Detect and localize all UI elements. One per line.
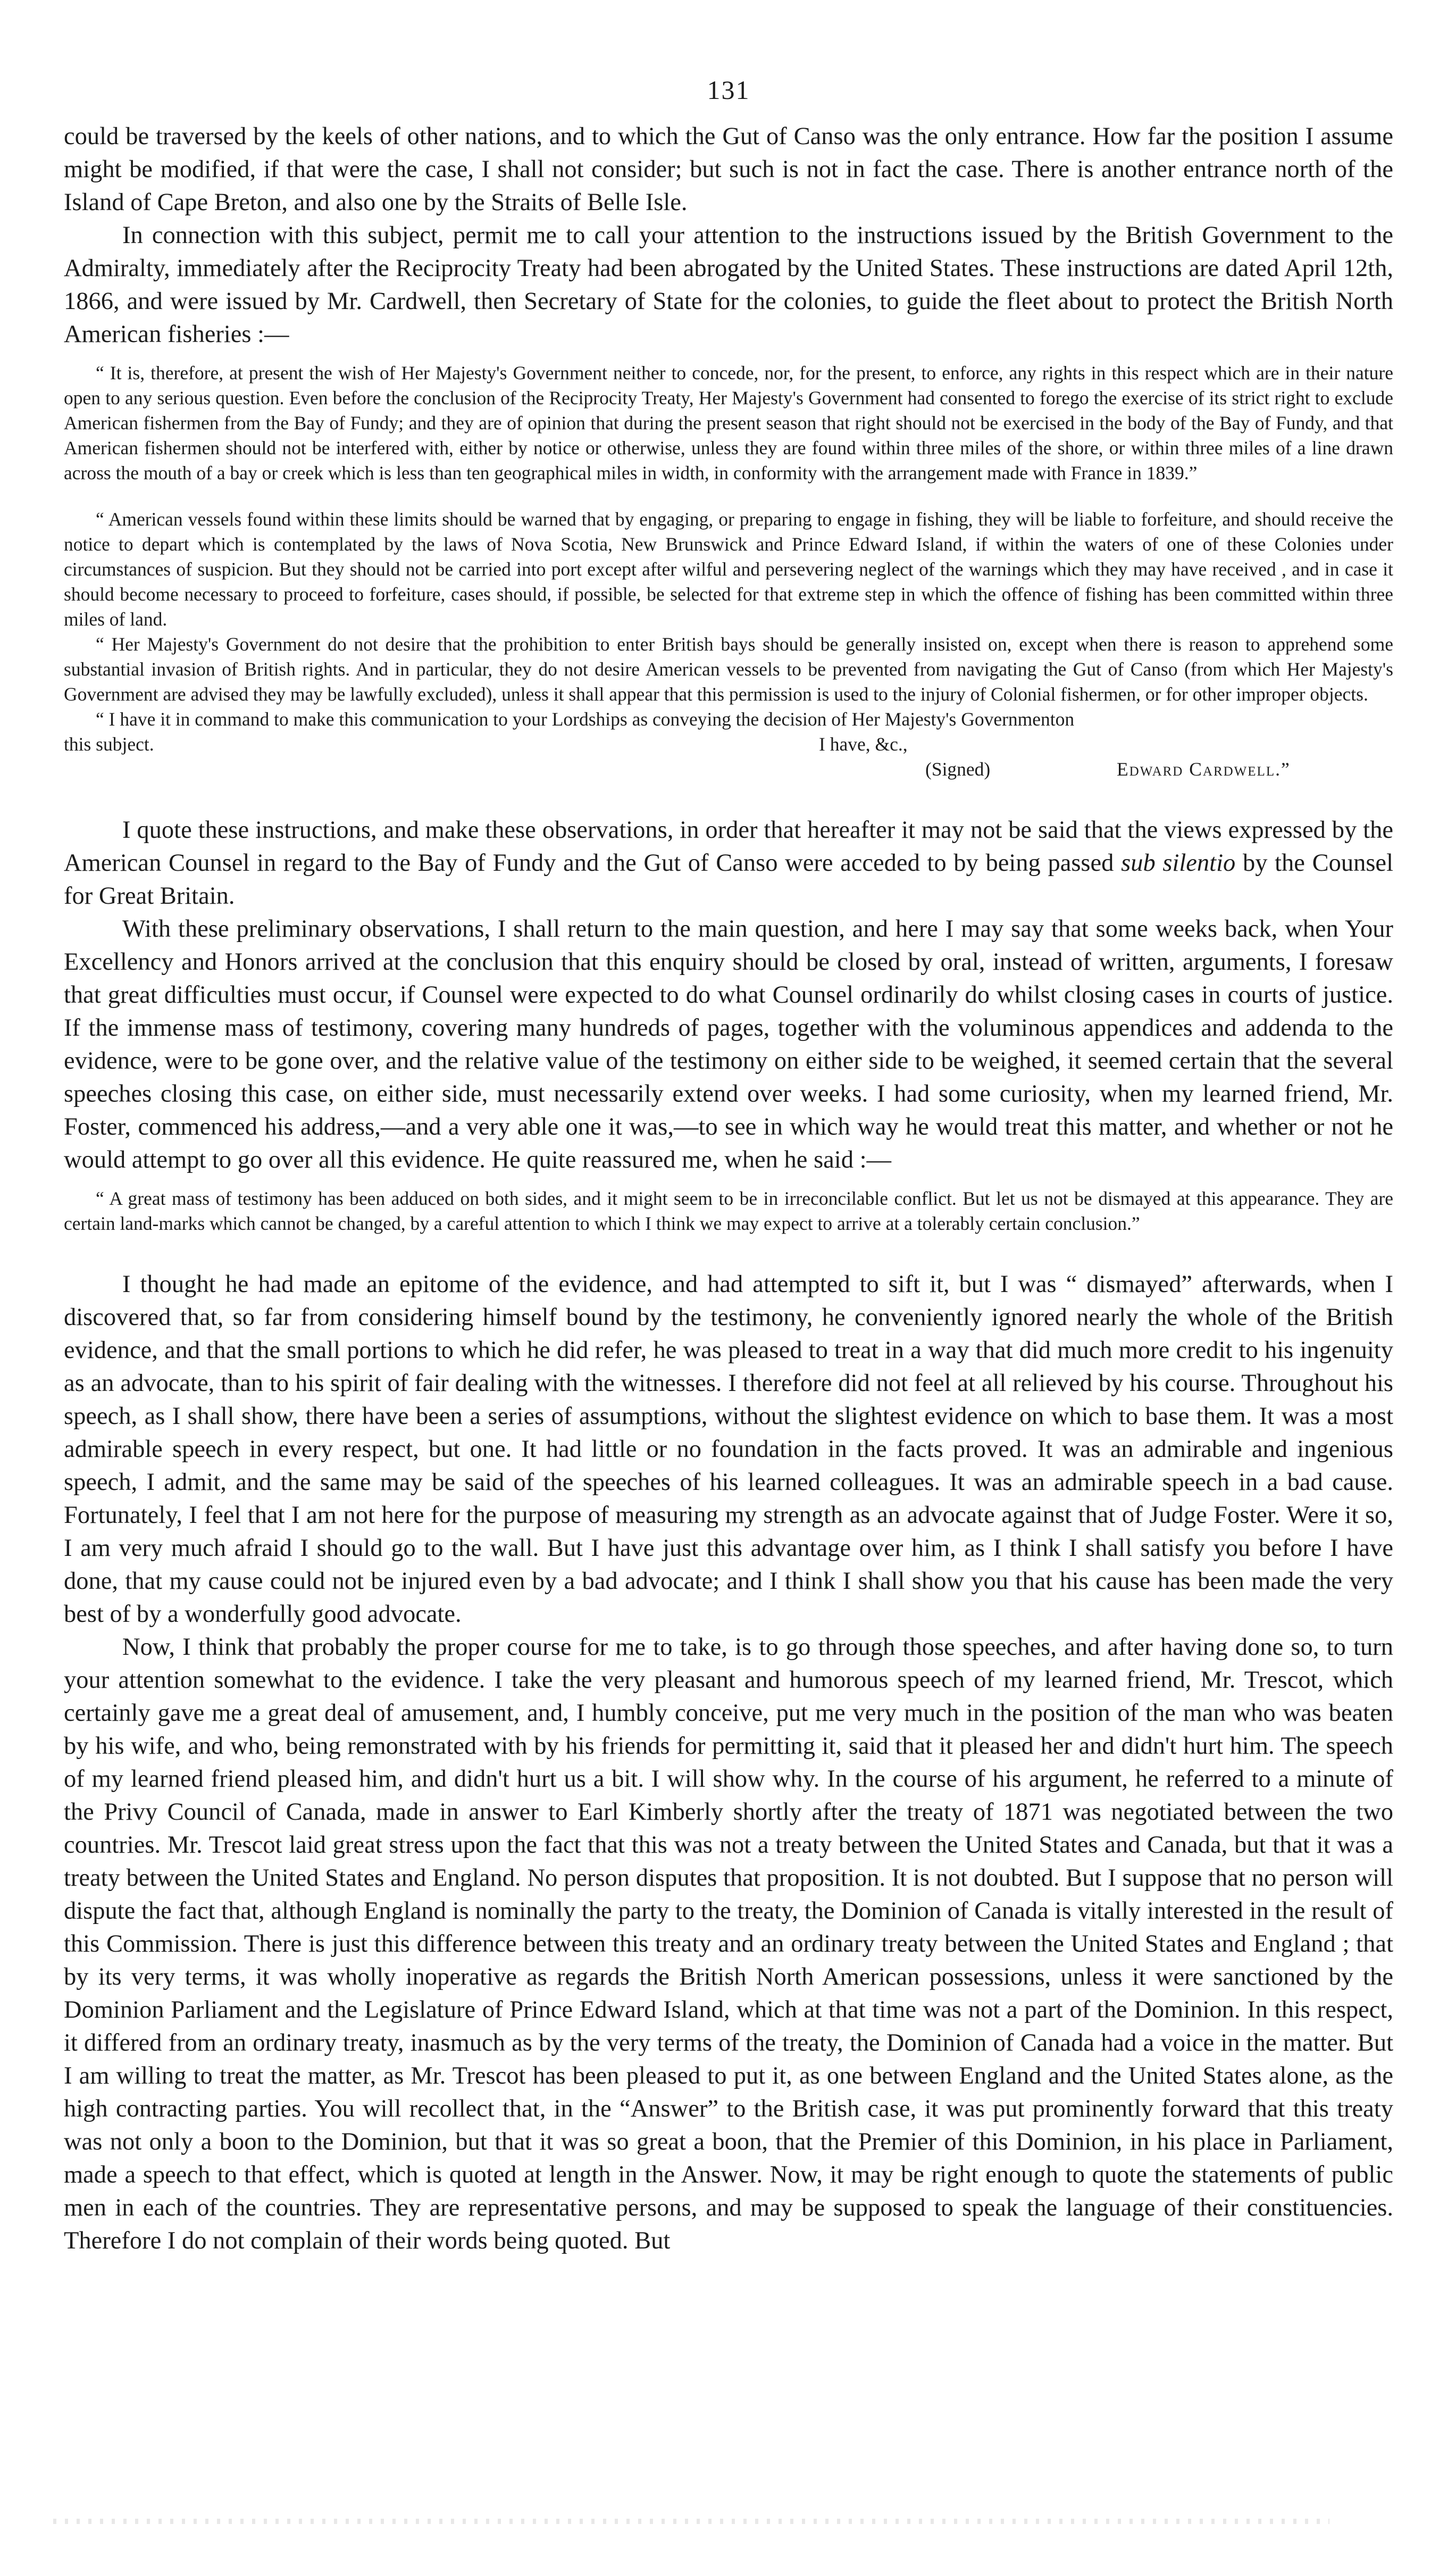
quote-paragraph: “ A great mass of testimony has been adduced on both sides, and it might seem to be in irreconcilable conflict. But let us not be dismayed at this appearance. They are certain land-marks which cannot be changed, by a careful attention to which I think we may expect to arrive at a tolerably certain conclusion.” [64,1188,1393,1234]
signature-signed: (Signed) [925,759,991,780]
document-page [64,74,1393,2258]
final-section [64,1268,1393,2258]
signature-subject: this subject. [64,734,154,755]
paragraph-quote-explanation [64,814,1393,913]
paragraph-epitome: I thought he had made an epitome of the evidence, and had attempted to sift it, but I was “ dismayed” afterwards, when I discovered that, so far from considering himself bound by the testimony, he conveniently ignored nearly the whole of the British evidence, and that the small portions to which he did refer, he was pleased to treat in a way that did much more credit to his ingenuity as an advocate, than to his spirit of fair dealing with the witnesses. I therefore did not feel at all relieved by his course. Throughout his speech, as I shall show, there have been a series of assumptions, without the slightest evidence on which to base them. It was a most admirable speech in every respect, but one. It had little or no foundation in the facts proved. It was an admirable and ingenious speech, I admit, and the same may be said of the speeches of his learned colleagues. It was an admirable speech in a bad cause. Fortunately, I feel that I am not here for the purpose of measuring my strength as an advocate against that of Judge Foster. Were it so, I am very much afraid I should go to the wall. But I have just this advantage over him, as I think I shall satisfy you before I have done, that my cause could not be injured even by a bad advocate; and I think I shall show you that his cause has been made the very best of by a wonderfully good advocate. [64,1271,1393,1628]
paragraph-instructions: In connection with this subject, permit me to call your attention to the instructions issued by the British Government to the Admiralty, immediately after the Reciprocity Treaty had been abrogated by the United States. These instructions are dated April 12th, 1866, and were issued by Mr. Cardwell, then Secretary of State for the colonies, to guide the fleet about to protect the British North American fisheries :— [64,222,1393,348]
paragraph-trescot: Now, I think that probably the proper course for me to take, is to go through those speeches, and after having done so, to turn your attention somewhat to the evidence. I take the very pleasant and humorous speech of my learned friend, Mr. Trescot, which certainly gave me a great deal of amusement, and, I humbly conceive, put me very much in the position of the man who was beaten by his wife, and who, being remonstrated with by his friends for permitting it, said that it pleased her and didn't hurt him. The speech of my learned friend pleased him, and didn't hurt us a bit. I will show why. In the course of his argument, he referred to a minute of the Privy Council of Canada, made in answer to Earl Kimberly shortly after the treaty of 1871 was negotiated between the two countries. Mr. Trescot laid great stress upon the fact that this was not a treaty between the United States and Canada, but that it was a treaty between the United States and England. No person disputes that proposition. It is not doubted. But I suppose that no person will dispute the fact that, although England is nominally the party to the treaty, the Dominion of Canada is vitally interested in the result of this Commission. There is just this difference between this treaty and an ordinary treaty between the United States and England ; that by its very terms, it was wholly inoperative as regards the British North American possessions, unless it were sanctioned by the Dominion Parliament and the Legislature of Prince Edward Island, which at that time was not a part of the Dominion. In this respect, it differed from an ordinary treaty, inasmuch as by the very terms of the treaty, the Dominion of Canada had a voice in the matter. But I am willing to treat the matter, as Mr. Trescot has been pleased to put it, as one between England and the United States alone, as the high contracting parties. You will recollect that, in the “Answer” to the British case, it was put prominently forward that this treaty was not only a boon to the Dominion, but that it was so great a boon, that the Premier of this Dominion, in his place in Parliament, made a speech to that effect, which is quoted at length in the Answer. Now, it may be right enough to quote the statements of public men in each of the countries. They are representative persons, and may be supposed to speak the language of their constituencies. Therefore I do not complain of their words being quoted. But [64,1634,1393,2254]
quote-paragraph: “ I have it in command to make this communication to your Lordships as conveying the decision of Her Majesty's Governmenton [96,709,1075,730]
middle-section [64,814,1393,1177]
text-run: I quote these instructions, and make these observations, in order that hereafter it may not be said that the views expressed by the American Counsel in regard to the Bay of Fundy and the Gut of Canso were acceded to by being passed [64,817,1393,877]
quote-paragraph: “ It is, therefore, at present the wish of Her Majesty's Government neither to concede, nor, for the present, to enforce, any rights in this respect which are in their nature open to any serious question. Even before the conclusion of the Reciprocity Treaty, Her Majesty's Government had consented to forego the exercise of its strict right to exclude American fishermen from the Bay of Fundy; and they are of opinion that during the present season that right should not be exercised in the body of the Bay of Fundy, and that American fishermen should not be interfered with, either by notice or otherwise, unless they are found within three miles of the shore, or within three miles of a line drawn across the mouth of a bay or creek which is less than ten geographical miles in width, in conformity with the arrangement made with France in 1839.” [64,362,1393,484]
foster-quote [64,1186,1393,1236]
paragraph-continuation: could be traversed by the keels of other nations, and to which the Gut of Canso was the only entrance. How far the position I assume might be modified, if that were the case, I shall not consider; but such is not in fact the case. There is another entrance north of the Island of Cape Breton, and also one by the Straits of Belle Isle. [64,123,1393,216]
signature-name-line [64,757,1393,782]
signature-closing: I have, &c., [819,734,908,755]
latin-phrase: sub silentio [1121,849,1236,877]
signature-name: Edward Cardwell.” [1117,759,1291,780]
paragraph-preliminary: With these preliminary observations, I shall return to the main question, and here I may say that some weeks back, when Your Excellency and Honors arrived at the conclusion that this enquiry should be closed by oral, instead of written, arguments, I foresaw that great difficulties must occur, if Counsel were expected to do what Counsel ordinarily do whilst closing cases in courts of justice. If the immense mass of testimony, covering many hundreds of pages, together with the voluminous appendices and addenda to the evidence, were to be gone over, and the relative value of the testimony on either side to be weighed, it seemed certain that the several speeches closing this case, on either side, must necessarily extend over weeks. I had some curiosity, when my learned friend, Mr. Foster, commenced his address,—and a very able one it was,—to see in which way he would treat this matter, and whether or not he would attempt to go over all this evidence. He quite reassured me, when he said :— [64,915,1393,1173]
text-run: by the Counsel for Great Britain. [64,849,1393,910]
scan-artifact [53,2519,1329,2524]
intro-section [64,120,1393,351]
cardwell-instructions-quote [64,361,1393,782]
page-number: 131 [707,75,750,105]
signature-line [64,732,1393,757]
quote-paragraph: “ American vessels found within these limits should be warned that by engaging, or preparing to engage in fishing, they will be liable to forfeiture, and should receive the notice to depart which is contemplated by the laws of Nova Scotia, New Brunswick and Prince Edward Island, if within the waters of one of these Colonies under circumstances of suspicion. But they should not be carried into port except after wilful and persevering neglect of the warnings which they may have received , and in case it should become necessary to proceed to forfeiture, cases should, if possible, be selected for that extreme step in which the offence of fishing has been committed within three miles of land. [64,509,1393,630]
quote-paragraph: “ Her Majesty's Government do not desire that the prohibition to enter British bays should be generally insisted on, except when there is reason to apprehend some substantial invasion of British rights. And in particular, they do not desire American vessels to be prevented from navigating the Gut of Canso (from which Her Majesty's Government are advised they may be lawfully excluded), unless it shall appear that this permission is used to the injury of Colonial fishermen, or for other improper objects. [64,634,1393,705]
